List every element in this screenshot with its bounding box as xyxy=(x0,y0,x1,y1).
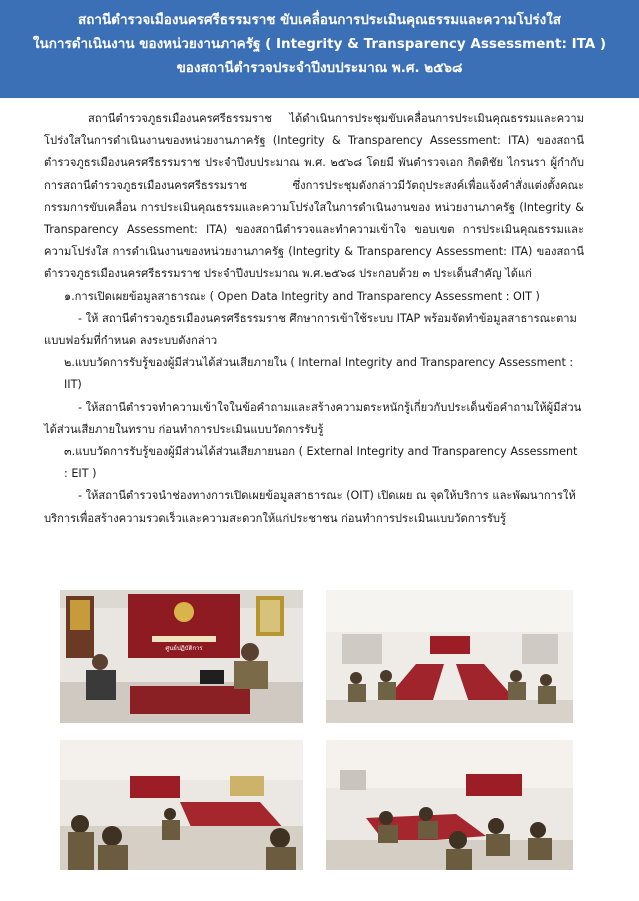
meeting-photo-2 xyxy=(326,590,573,723)
title-line-3: ของสถานีตำรวจประจำปีงบประมาณ พ.ศ. ๒๕๖๘ xyxy=(176,60,463,76)
title-line-2: ในการดำเนินงาน ของหน่วยงานภาครัฐ ( Integrity & Transparency Assessment: ITA ) xyxy=(32,36,607,52)
item-1-heading: ๑.การเปิดเผยข้อมูลสาธารณะ ( Open Data Integrity and Transparency Assessment : OIT ) xyxy=(64,289,540,303)
item-2-heading: ๒.แบบวัดการรับรู้ของผู้มีส่วนได้ส่วนเสียภายใน ( Internal Integrity and Transparency Assessment : IIT) xyxy=(64,356,574,392)
operations-center-sign: ศูนย์ปฏิบัติการ xyxy=(165,645,203,652)
title-banner xyxy=(0,0,639,98)
intro-paragraph: สถานีตำรวจภูธรเมืองนครศรีธรรมราช ได้ดำเนินการประชุมขับเคลื่อนการประเมินคุณธรรมและความโปร่งใสในการดำเนินงานของหน่วยงานภาครัฐ (Integrity & Transparency Assessment: ITA) ของสถานีตำรวจภูธรเมืองนครศรีธรรมราช ประจำปีงบประมาณ พ.ศ. ๒๕๖๘ โดยมี พันตำรวจเอก กิตติชัย ไกรนรา ผู้กำกับการสถานีตำรวจภูธรเมืองนครศรีธรรมราช ซึ่งการประชุมดังกล่าวมีวัตถุประสงค์เพื่อแจ้งคำสั่งแต่งตั้งคณะกรรมการขับเคลื่อน การประเมินคุณธรรมและความโปร่งใสในการดำเนินงานของ หน่วยงานภาครัฐ (Integrity & Transparency Assessment: ITA) ของสถานีตำรวจและทำความเข้าใจ ขอบเขต การประเมินคุณธรรมและความโปร่งใส การดำเนินงานของหน่วยงานภาครัฐ (Integrity & Transparency Assessment: ITA) ของสถานีตำรวจภูธรเมืองนครศรีธรรมราช ประจำปีงบประมาณ พ.ศ.๒๕๖๘ ประกอบด้วย ๓ ประเด็นสำคัญ ได้แก่ xyxy=(44,112,584,281)
meeting-photo-3 xyxy=(60,740,303,870)
article-body xyxy=(44,108,584,530)
meeting-photo-1 xyxy=(60,590,303,723)
title-line-1: สถานีตำรวจเมืองนครศรีธรรมราช ขับเคลื่อนการประเมินคุณธรรมและความโปร่งใส xyxy=(77,12,562,28)
item-3-heading: ๓.แบบวัดการรับรู้ของผู้มีส่วนได้ส่วนเสียภายนอก ( External Integrity and Transparency Assessment : EIT ) xyxy=(64,445,578,481)
photo-grid xyxy=(60,590,580,880)
meeting-photo-4 xyxy=(326,740,573,870)
item-2-detail: - ให้สถานีตำรวจทำความเข้าใจในข้อคำถามและสร้างความตระหนักรู้เกี่ยวกับประเด็นข้อคำถามให้ผู้มีส่วนได้ส่วนเสียภายในทราบ ก่อนทำการประเมินแบบวัดการรับรู้ xyxy=(44,400,582,436)
item-3-detail: - ให้สถานีตำรวจนำช่องทางการเปิดเผยข้อมูลสาธารณะ (OIT) เปิดเผย ณ จุดให้บริการ และพัฒนาการให้บริการเพื่อสร้างความรวดเร็วและความสะดวกให้แก่ประชาชน ก่อนทำการประเมินแบบวัดการรับรู้ xyxy=(44,489,576,525)
item-1-detail: - ให้ สถานีตำรวจภูธรเมืองนครศรีธรรมราช ศึกษาการเข้าใช้ระบบ ITAP พร้อมจัดทำข้อมูลสาธารณะตาม แบบฟอร์มที่กำหนด ลงระบบดังกล่าว xyxy=(44,311,577,348)
